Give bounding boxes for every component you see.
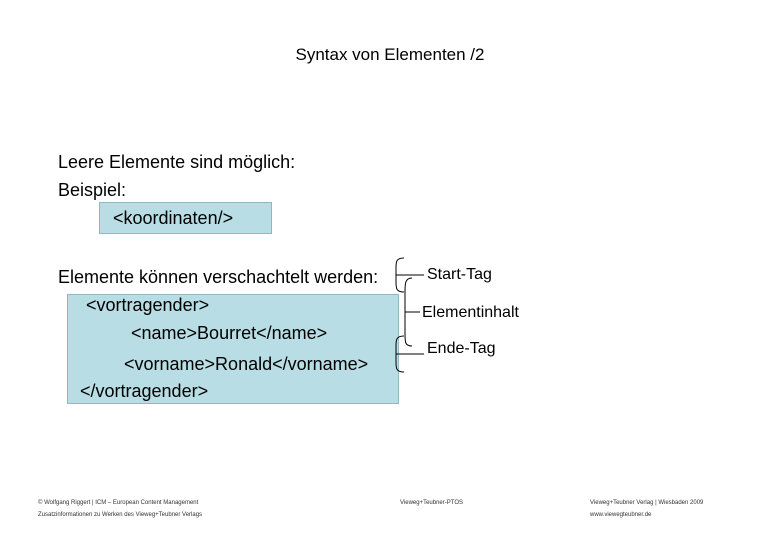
code-line-vorname: <vorname>Ronald</vorname>: [124, 354, 369, 374]
end-tag-brace: [396, 336, 412, 372]
code-line-name: <name>Bourret</name>: [131, 323, 328, 343]
footer-left-line2: Zusatzinformationen zu Werken des Vieweg+Teubner Verlags: [38, 512, 203, 518]
content-brace: [405, 278, 414, 346]
footer-center: Vieweg+Teubner-PTOS: [400, 500, 463, 506]
slide-title: Syntax von Elementen /2: [295, 45, 485, 64]
start-tag-label: Start-Tag: [427, 266, 492, 283]
example-code: <koordinaten/>: [113, 208, 234, 228]
element-content-label: Elementinhalt: [422, 304, 519, 321]
example-label: Beispiel:: [58, 180, 127, 200]
start-tag-brace: [396, 258, 412, 292]
end-tag-label: Ende-Tag: [427, 340, 496, 357]
footer-right-line2: www.viewegteubner.de: [590, 512, 652, 518]
footer-right-line1: Vieweg+Teubner Verlag | Wiesbaden 2009: [590, 500, 704, 506]
code-line-vortragender-close: </vortragender>: [80, 381, 209, 401]
footer-left-line1: © Wolfgang Riggert | ICM – European Content Management: [38, 500, 199, 506]
empty-elements-heading: Leere Elemente sind möglich:: [58, 152, 296, 172]
nesting-heading: Elemente können verschachtelt werden:: [58, 267, 379, 287]
code-line-vortragender-open: <vortragender>: [86, 295, 210, 315]
